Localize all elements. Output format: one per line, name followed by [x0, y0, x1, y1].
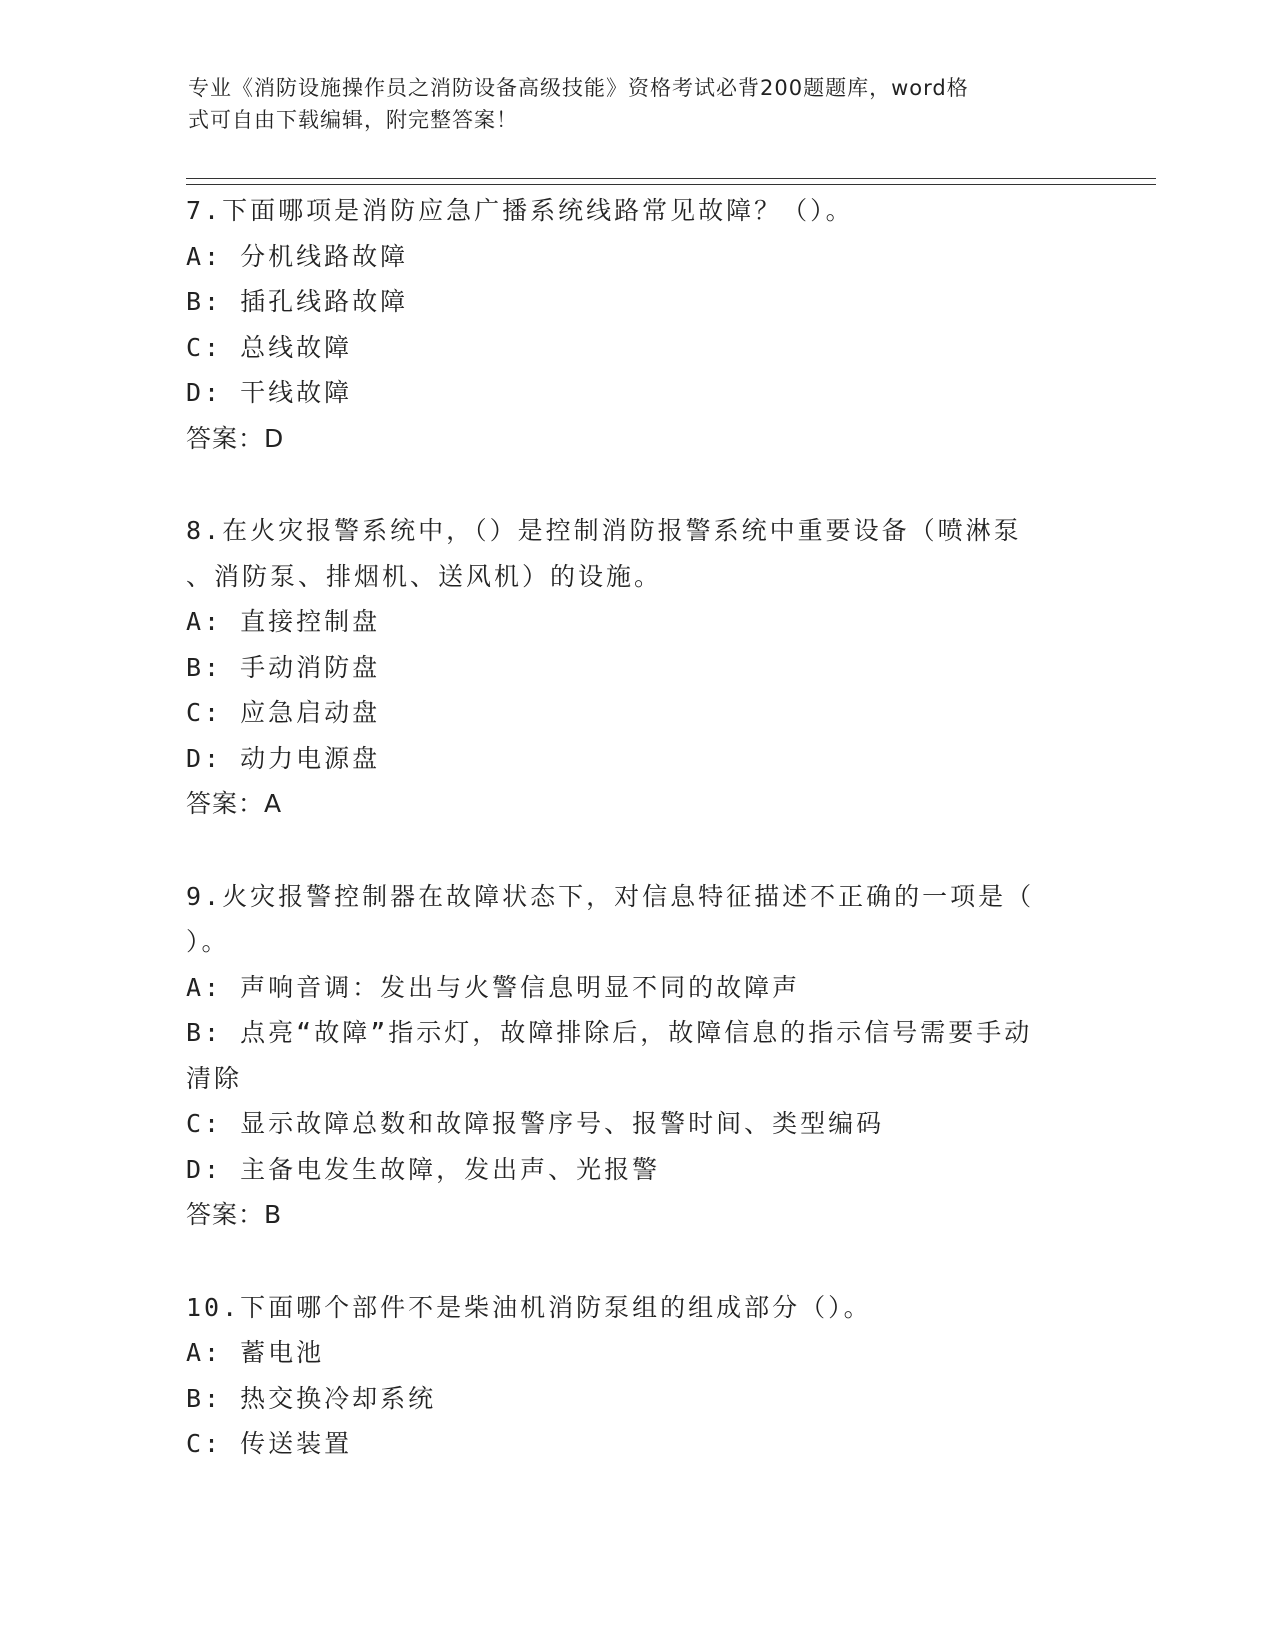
question-7: [186, 188, 1086, 461]
option-a: A: 直接控制盘: [186, 607, 381, 636]
option-c: C: 传送装置: [186, 1429, 353, 1458]
question-10: [186, 1285, 1086, 1467]
option-d: D: 动力电源盘: [186, 743, 381, 773]
option-b: B: 插孔线路故障: [186, 287, 409, 316]
question-text: 9.火灾报警控制器在故障状态下，对信息特征描述不正确的一项是（: [186, 881, 1035, 911]
question-text-continued: ）。: [186, 927, 230, 956]
answer: 答案：A: [186, 789, 283, 818]
question-text: 10.下面哪个部件不是柴油机消防泵组的组成部分（）。: [186, 1292, 872, 1322]
question-text: 8.在火灾报警系统中，（）是控制消防报警系统中重要设备（喷淋泵: [186, 516, 1022, 545]
answer: 答案：B: [186, 1200, 283, 1229]
header-line-2: 式可自由下载编辑，附完整答案！: [188, 108, 518, 132]
option-c: C: 应急启动盘: [186, 698, 381, 727]
option-a: A: 声响音调：发出与火警信息明显不同的故障声: [186, 972, 801, 1002]
option-b-continued: 清除: [186, 1063, 243, 1093]
question-list: [186, 188, 1086, 1514]
question-text-continued: 、消防泵、排烟机、送风机）的设施。: [186, 561, 663, 591]
option-d: D: 干线故障: [186, 378, 353, 407]
option-a: A: 分机线路故障: [186, 241, 409, 271]
question-9: [186, 874, 1086, 1238]
header-divider-bottom: [186, 184, 1156, 185]
option-a: A: 蓄电池: [186, 1338, 325, 1367]
option-b: B: 点亮“故障”指示灯，故障排除后，故障信息的指示信号需要手动: [186, 1018, 1033, 1047]
option-b: B: 热交换冷却系统: [186, 1383, 437, 1413]
document-header: [188, 72, 1068, 136]
option-b: B: 手动消防盘: [186, 652, 381, 682]
question-text: 7.下面哪项是消防应急广播系统线路常见故障？（）。: [186, 196, 854, 225]
option-c: C: 显示故障总数和故障报警序号、报警时间、类型编码: [186, 1109, 885, 1138]
header-divider-top: [186, 178, 1156, 179]
option-c: C: 总线故障: [186, 332, 353, 362]
option-d: D: 主备电发生故障，发出声、光报警: [186, 1154, 661, 1184]
answer: 答案：D: [186, 423, 285, 453]
header-line-1: 专业《消防设施操作员之消防设备高级技能》资格考试必背200题题库，word格: [188, 76, 969, 100]
question-8: [186, 508, 1086, 827]
